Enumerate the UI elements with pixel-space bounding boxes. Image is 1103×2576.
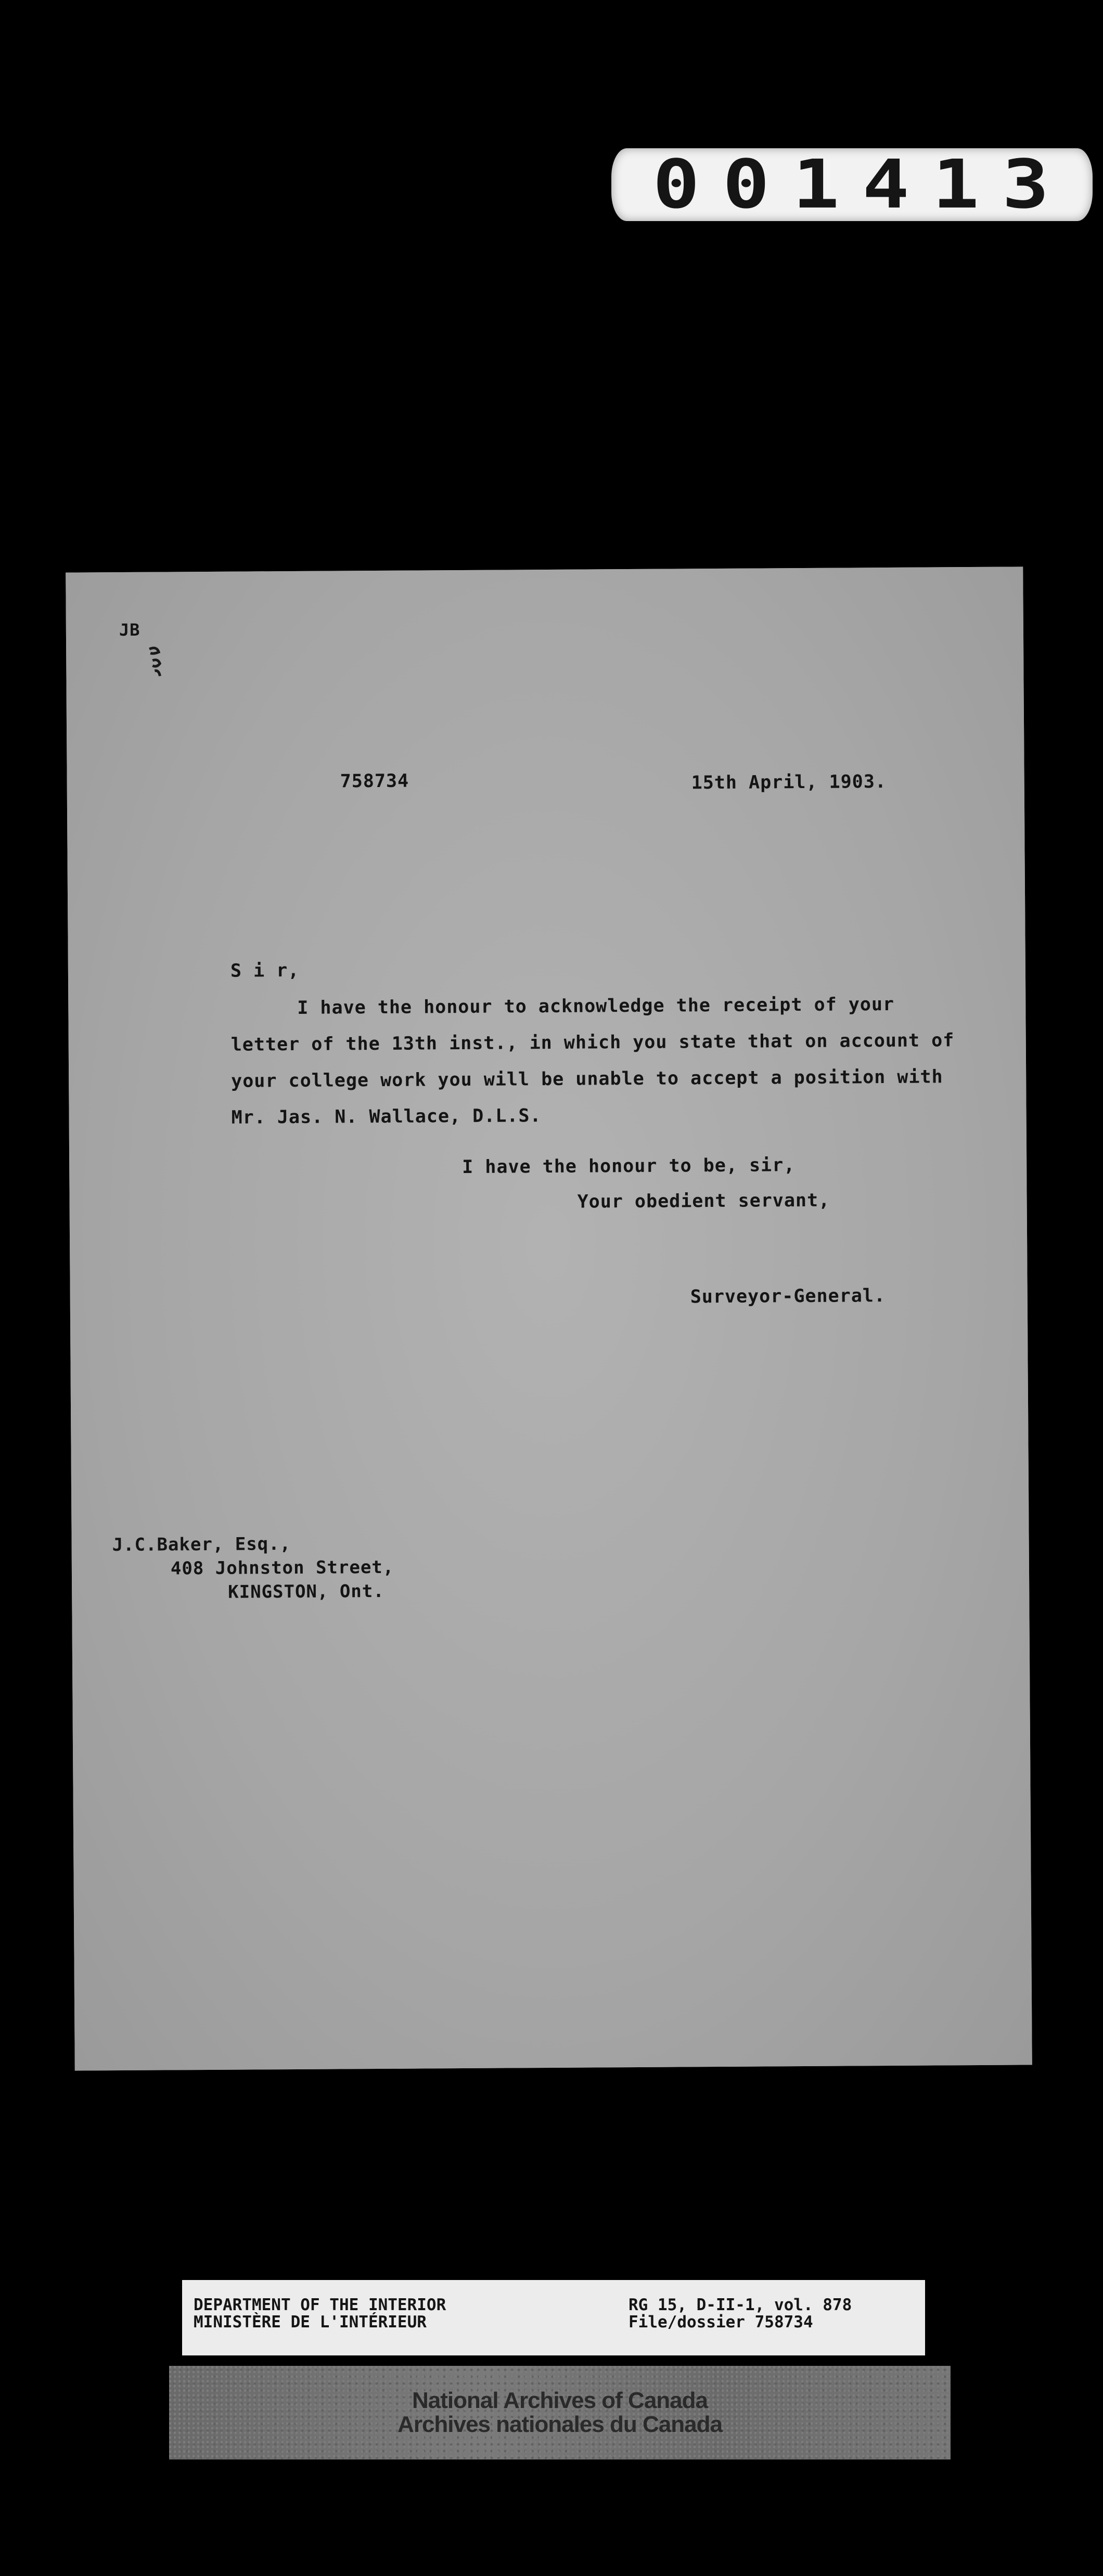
stamp-line-fr: Archives nationales du Canada: [397, 2412, 722, 2437]
frame-counter: [611, 146, 1093, 224]
frame-number: 001413: [652, 146, 1072, 224]
salutation: S i r,: [230, 960, 300, 982]
department-en: DEPARTMENT OF THE INTERIOR: [194, 2296, 446, 2314]
record-group: RG 15, D-II-1, vol. 878: [629, 2296, 852, 2314]
file-dossier: File/dossier 758734: [629, 2313, 813, 2332]
address-line: J.C.Baker, Esq.,: [112, 1534, 291, 1556]
typist-initials: JB: [119, 620, 140, 640]
archive-label: [182, 2280, 925, 2355]
address-line: 408 Johnston Street,: [170, 1556, 394, 1579]
department-fr: MINISTÈRE DE L'INTÉRIEUR: [194, 2313, 427, 2332]
letter-page: [66, 566, 1032, 2070]
letter-date: 15th April, 1903.: [691, 771, 887, 794]
body-line: Mr. Jas. N. Wallace, D.L.S.: [231, 1105, 542, 1128]
file-reference: 758734: [340, 770, 409, 792]
body-line: your college work you will be unable to accept a position with: [231, 1066, 943, 1092]
signature-title: Surveyor-General.: [690, 1285, 886, 1308]
address-line: KINGSTON, Ont.: [228, 1580, 384, 1603]
body-line: I have the honour to acknowledge the receipt of your: [297, 994, 895, 1019]
department-name: [194, 2297, 446, 2331]
archive-reference: [629, 2297, 852, 2331]
handwritten-mark: [145, 645, 166, 681]
body-line: letter of the 13th inst., in which you state that on account of: [230, 1030, 955, 1055]
archive-stamp: [169, 2366, 951, 2459]
closing-line: I have the honour to be, sir,: [462, 1155, 796, 1178]
complimentary-close: Your obedient servant,: [577, 1190, 830, 1213]
stamp-line-en: National Archives of Canada: [412, 2388, 708, 2413]
